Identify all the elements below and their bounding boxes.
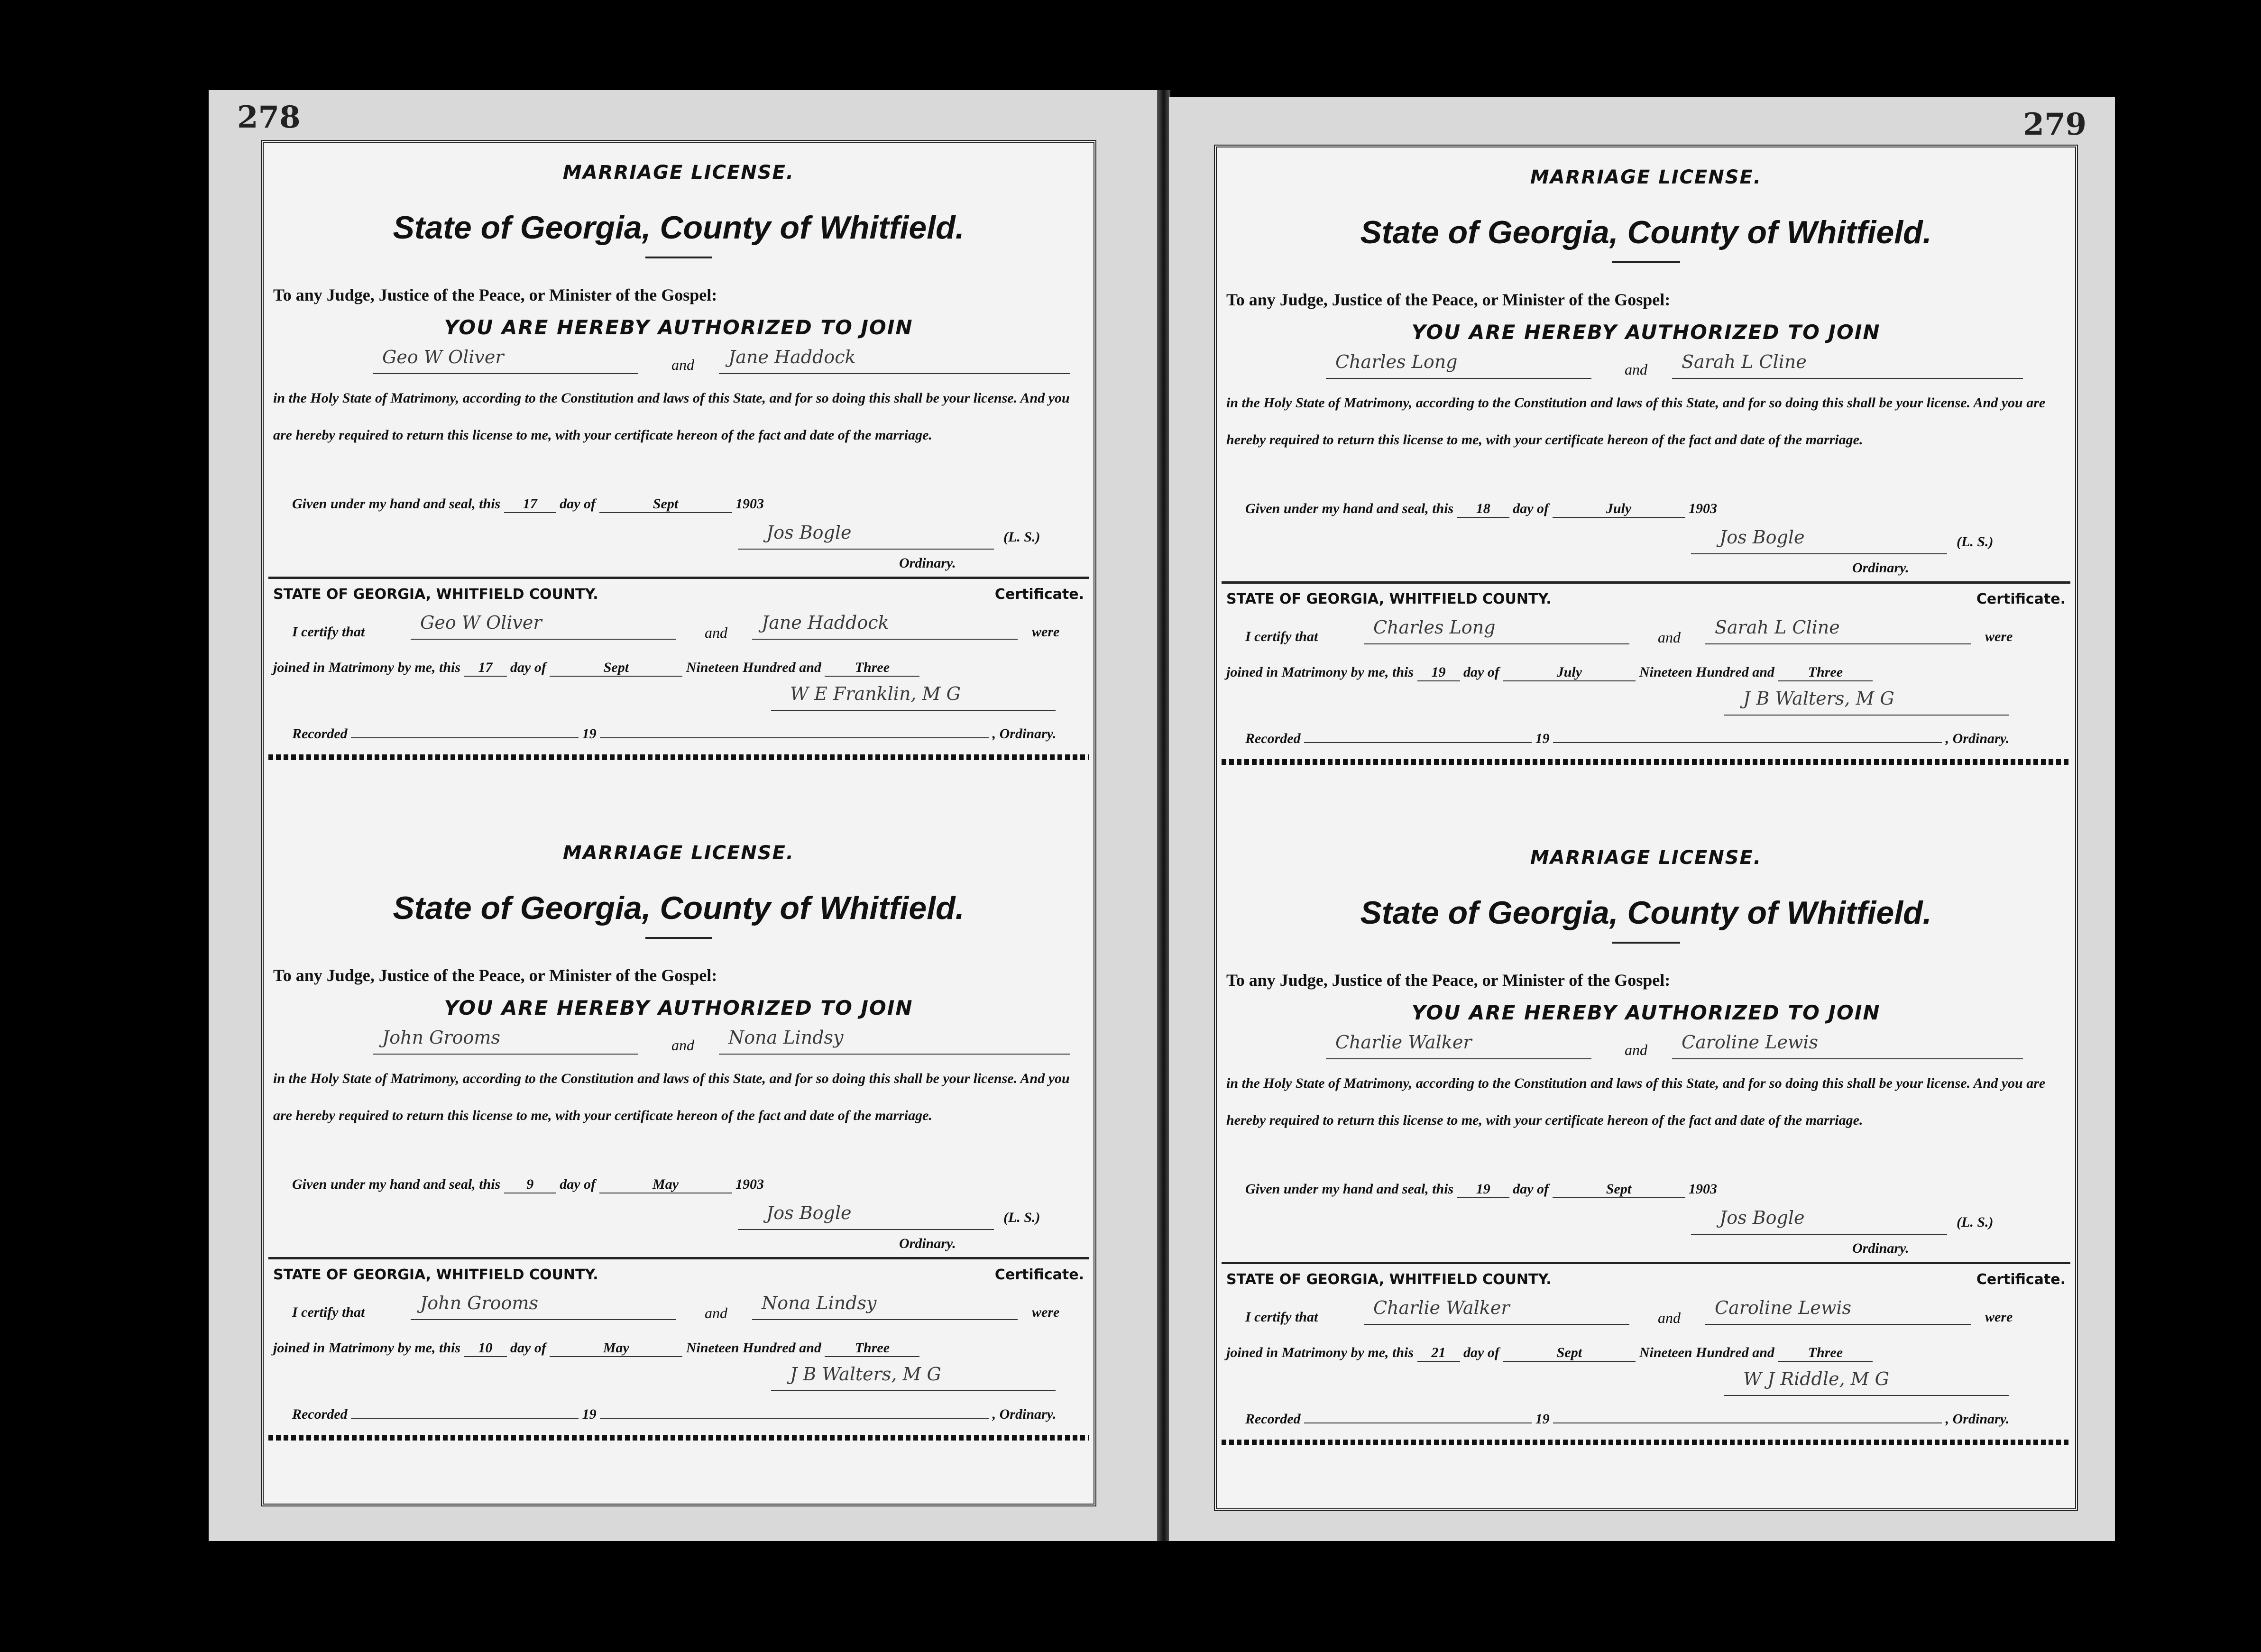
bride-line — [719, 1027, 1070, 1055]
groom-line — [373, 347, 638, 374]
recorded-ordinary-label: , Ordinary. — [992, 726, 1057, 742]
nineteen-hundred-label: Nineteen Hundred and — [686, 660, 821, 675]
cert-and-label: and — [705, 624, 727, 641]
recorded-ordinary-label: , Ordinary. — [1945, 731, 2010, 746]
title-rule — [645, 257, 712, 258]
certificate-state-county: STATE OF GEORGIA, WHITFIELD COUNTY. — [273, 1267, 598, 1283]
certificate-state-county: STATE OF GEORGIA, WHITFIELD COUNTY. — [1226, 591, 1552, 607]
title-rule — [1612, 261, 1681, 263]
certify-label: I certify that — [292, 1304, 365, 1320]
salutation: To any Judge, Justice of the Peace, or Minister of the Gospel: — [1226, 971, 1671, 990]
officiant-signature: J B Walters, M G — [1743, 688, 1894, 709]
cert-day-of-label: day of — [1463, 1345, 1499, 1360]
cert-groom-line — [411, 1293, 676, 1320]
salutation: To any Judge, Justice of the Peace, or Minister of the Gospel: — [273, 966, 717, 985]
given-year: 1903 — [735, 1176, 764, 1192]
ordinary-signature: Jos Bogle — [1719, 1207, 1805, 1228]
ordinary-signature-line — [1691, 527, 1947, 554]
right-page — [1169, 97, 2115, 1541]
day-of-label: day of — [560, 496, 596, 512]
ls-label: (L. S.) — [1003, 529, 1040, 545]
ordinary-signature-line — [738, 1202, 994, 1230]
license-body-text: in the Holy State of Matrimony, according to the Constitution and laws of this State, and for so doing this shall be your license. And you are hereby required to return this license to me, with your certificate hereon of the fact and date of the marriage. — [1226, 1075, 2046, 1128]
joined-label: joined in Matrimony by me, this — [1226, 664, 1414, 680]
ordinary-signature: Jos Bogle — [766, 522, 852, 543]
cert-groom-name: John Grooms — [420, 1293, 538, 1313]
given-year: 1903 — [1689, 501, 1718, 516]
cert-groom-name: Geo W Oliver — [420, 612, 542, 633]
ordinary-label: Ordinary. — [1852, 1240, 1909, 1256]
given-under-hand — [1245, 501, 1717, 518]
joined-label: joined in Matrimony by me, this — [273, 1340, 461, 1356]
given-label: Given under my hand and seal, this — [1245, 1181, 1454, 1197]
license-header: MARRIAGE LICENSE. — [562, 842, 795, 864]
certificate-rule — [1222, 581, 2070, 584]
license-body-text: in the Holy State of Matrimony, according to the Constitution and laws of this State, and for so doing this shall be your license. And you are hereby required to return this license to me, with your certificate hereon of the fact and date of the marriage. — [273, 1071, 1070, 1123]
cert-day: 19 — [1417, 664, 1460, 681]
book-spine — [1157, 90, 1170, 1541]
joined-in-matrimony — [1226, 664, 1873, 681]
recorded-label: Recorded — [292, 726, 348, 742]
certify-label: I certify that — [292, 624, 365, 640]
given-under-hand — [1245, 1181, 1717, 1198]
given-day: 18 — [1457, 501, 1509, 518]
day-of-label: day of — [1513, 501, 1549, 516]
decorative-divider — [268, 754, 1089, 760]
given-day: 17 — [504, 496, 556, 513]
officiant-signature: J B Walters, M G — [790, 1364, 941, 1385]
authorized-heading: YOU ARE HEREBY AUTHORIZED TO JOIN — [444, 996, 913, 1019]
recorded-blank — [351, 737, 579, 738]
ordinary-label: Ordinary. — [899, 555, 956, 571]
bride-name: Sarah L Cline — [1682, 351, 1807, 372]
cert-year: Three — [1778, 1345, 1873, 1362]
decorative-divider — [1222, 759, 2070, 765]
authorized-heading: YOU ARE HEREBY AUTHORIZED TO JOIN — [1411, 1001, 1881, 1024]
cert-and-label: and — [1658, 1309, 1681, 1326]
cert-bride-line — [1705, 1297, 1971, 1325]
authorized-heading: YOU ARE HEREBY AUTHORIZED TO JOIN — [444, 316, 913, 339]
state-title: State of Georgia, County of Whitfield. — [393, 890, 965, 926]
joined-in-matrimony — [273, 1340, 919, 1357]
ordinary-label: Ordinary. — [899, 1236, 956, 1251]
recorded-label: Recorded — [1245, 731, 1301, 746]
were-label: were — [1985, 629, 2013, 644]
bride-name: Nona Lindsy — [728, 1027, 844, 1048]
recorded-ordinary-label: , Ordinary. — [992, 1406, 1057, 1422]
cert-day: 21 — [1417, 1345, 1460, 1362]
were-label: were — [1985, 1309, 2013, 1325]
groom-name: John Grooms — [382, 1027, 500, 1048]
groom-line — [1326, 351, 1591, 379]
recorded-line — [292, 1406, 1056, 1423]
left-page — [209, 90, 1157, 1541]
officiant-line — [771, 1364, 1056, 1391]
license-header: MARRIAGE LICENSE. — [1530, 166, 1762, 188]
officiant-line — [1724, 1368, 2009, 1396]
bride-name: Caroline Lewis — [1682, 1032, 1819, 1053]
cert-bride-name: Sarah L Cline — [1715, 617, 1840, 638]
given-month: Sept — [1553, 1181, 1685, 1198]
joined-label: joined in Matrimony by me, this — [1226, 1345, 1414, 1360]
cert-day-of-label: day of — [510, 660, 546, 675]
left-page-frame — [261, 140, 1096, 1506]
given-label: Given under my hand and seal, this — [1245, 501, 1454, 516]
page-number-left: 278 — [237, 100, 301, 135]
title-rule — [645, 937, 712, 939]
joined-label: joined in Matrimony by me, this — [273, 660, 461, 675]
ordinary-label: Ordinary. — [1852, 560, 1909, 576]
given-month: May — [599, 1176, 732, 1193]
recorded-label: Recorded — [1245, 1411, 1301, 1427]
cert-day-of-label: day of — [510, 1340, 546, 1356]
and-label: and — [1625, 1041, 1647, 1058]
certificate-label: Certificate. — [1976, 1271, 2066, 1288]
recorded-line — [1245, 731, 2009, 747]
bride-line — [1672, 1032, 2023, 1059]
recorded-blank — [351, 1418, 579, 1419]
recorded-ordinary-blank — [600, 1418, 989, 1419]
cert-day: 17 — [464, 660, 507, 677]
officiant-signature: W E Franklin, M G — [790, 683, 961, 704]
were-label: were — [1032, 624, 1060, 640]
bride-line — [1672, 351, 2023, 379]
recorded-ordinary-blank — [600, 737, 989, 738]
salutation: To any Judge, Justice of the Peace, or Minister of the Gospel: — [273, 285, 717, 304]
recorded-year-label: 19 — [582, 1406, 597, 1422]
recorded-line — [1245, 1411, 2009, 1427]
cert-month: July — [1503, 664, 1636, 681]
day-of-label: day of — [1513, 1181, 1549, 1197]
state-title: State of Georgia, County of Whitfield. — [393, 210, 965, 246]
groom-line — [1326, 1032, 1591, 1059]
cert-groom-name: Charlie Walker — [1373, 1297, 1510, 1318]
and-label: and — [671, 1037, 694, 1054]
recorded-label: Recorded — [292, 1406, 348, 1422]
recorded-ordinary-label: , Ordinary. — [1945, 1411, 2010, 1427]
certificate-label: Certificate. — [994, 586, 1084, 603]
cert-year: Three — [825, 1340, 919, 1357]
certificate-rule — [268, 577, 1089, 579]
license-header: MARRIAGE LICENSE. — [562, 162, 795, 184]
ordinary-signature: Jos Bogle — [1719, 527, 1805, 548]
cert-bride-name: Caroline Lewis — [1715, 1297, 1852, 1318]
cert-and-label: and — [705, 1304, 727, 1322]
license-left-top — [264, 143, 1094, 823]
cert-day-of-label: day of — [1463, 664, 1499, 680]
groom-name: Charlie Walker — [1335, 1032, 1472, 1053]
officiant-line — [1724, 688, 2009, 716]
state-title: State of Georgia, County of Whitfield. — [1360, 895, 1932, 931]
decorative-divider — [268, 1435, 1089, 1441]
license-body-text: in the Holy State of Matrimony, according to the Constitution and laws of this State, and for so doing this shall be your license. And you are hereby required to return this license to me, with your certificate hereon of the fact and date of the marriage. — [1226, 395, 2046, 448]
license-right-bottom — [1217, 828, 2075, 1508]
ls-label: (L. S.) — [1957, 1214, 1994, 1230]
nineteen-hundred-label: Nineteen Hundred and — [1639, 1345, 1774, 1360]
given-month: July — [1553, 501, 1685, 518]
officiant-signature: W J Riddle, M G — [1743, 1368, 1890, 1389]
given-day: 19 — [1457, 1181, 1509, 1198]
license-right-top — [1217, 147, 2075, 828]
certify-label: I certify that — [1245, 629, 1318, 644]
joined-in-matrimony — [273, 660, 919, 677]
certificate-rule — [1222, 1262, 2070, 1264]
cert-year: Three — [1778, 664, 1873, 681]
license-left-bottom — [264, 823, 1094, 1504]
cert-groom-line — [1364, 617, 1629, 644]
cert-year: Three — [825, 660, 919, 677]
day-of-label: day of — [560, 1176, 596, 1192]
cert-and-label: and — [1658, 629, 1681, 646]
given-year: 1903 — [735, 496, 764, 512]
recorded-line — [292, 726, 1056, 742]
bride-line — [719, 347, 1070, 374]
given-year: 1903 — [1689, 1181, 1718, 1197]
ordinary-signature: Jos Bogle — [766, 1202, 852, 1223]
cert-bride-line — [752, 1293, 1018, 1320]
nineteen-hundred-label: Nineteen Hundred and — [1639, 664, 1774, 680]
cert-month: May — [550, 1340, 682, 1357]
right-page-frame — [1214, 145, 2078, 1511]
officiant-line — [771, 683, 1056, 711]
cert-bride-line — [752, 612, 1018, 640]
cert-groom-line — [1364, 1297, 1629, 1325]
recorded-ordinary-blank — [1553, 742, 1942, 743]
license-header: MARRIAGE LICENSE. — [1530, 847, 1762, 869]
recorded-year-label: 19 — [1535, 1411, 1550, 1427]
bride-name: Jane Haddock — [728, 347, 856, 367]
cert-bride-name: Nona Lindsy — [762, 1293, 877, 1313]
given-label: Given under my hand and seal, this — [292, 496, 501, 512]
ordinary-signature-line — [738, 522, 994, 550]
and-label: and — [671, 356, 694, 373]
given-label: Given under my hand and seal, this — [292, 1176, 501, 1192]
certificate-label: Certificate. — [994, 1267, 1084, 1283]
given-month: Sept — [599, 496, 732, 513]
recorded-year-label: 19 — [582, 726, 597, 742]
license-body-text: in the Holy State of Matrimony, according to the Constitution and laws of this State, and for so doing this shall be your license. And you are hereby required to return this license to me, with your certificate hereon of the fact and date of the marriage. — [273, 390, 1070, 443]
ordinary-signature-line — [1691, 1207, 1947, 1235]
nineteen-hundred-label: Nineteen Hundred and — [686, 1340, 821, 1356]
page-number-right: 279 — [2023, 107, 2086, 142]
certificate-state-county: STATE OF GEORGIA, WHITFIELD COUNTY. — [273, 586, 598, 603]
ls-label: (L. S.) — [1957, 534, 1994, 550]
and-label: and — [1625, 361, 1647, 378]
certificate-label: Certificate. — [1976, 591, 2066, 607]
groom-line — [373, 1027, 638, 1055]
cert-groom-line — [411, 612, 676, 640]
certify-label: I certify that — [1245, 1309, 1318, 1325]
title-rule — [1612, 942, 1681, 944]
groom-name: Charles Long — [1335, 351, 1458, 372]
given-day: 9 — [504, 1176, 556, 1193]
authorized-heading: YOU ARE HEREBY AUTHORIZED TO JOIN — [1411, 321, 1881, 344]
given-under-hand — [292, 1176, 764, 1193]
salutation: To any Judge, Justice of the Peace, or Minister of the Gospel: — [1226, 290, 1671, 309]
cert-month: Sept — [1503, 1345, 1636, 1362]
ls-label: (L. S.) — [1003, 1210, 1040, 1225]
joined-in-matrimony — [1226, 1345, 1873, 1362]
decorative-divider — [1222, 1440, 2070, 1445]
recorded-year-label: 19 — [1535, 731, 1550, 746]
cert-month: Sept — [550, 660, 682, 677]
state-title: State of Georgia, County of Whitfield. — [1360, 214, 1932, 250]
cert-bride-line — [1705, 617, 1971, 644]
were-label: were — [1032, 1304, 1060, 1320]
groom-name: Geo W Oliver — [382, 347, 504, 367]
given-under-hand — [292, 496, 764, 513]
cert-groom-name: Charles Long — [1373, 617, 1496, 638]
cert-bride-name: Jane Haddock — [762, 612, 889, 633]
cert-day: 10 — [464, 1340, 507, 1357]
recorded-blank — [1304, 742, 1532, 743]
certificate-state-county: STATE OF GEORGIA, WHITFIELD COUNTY. — [1226, 1271, 1552, 1288]
certificate-rule — [268, 1257, 1089, 1259]
